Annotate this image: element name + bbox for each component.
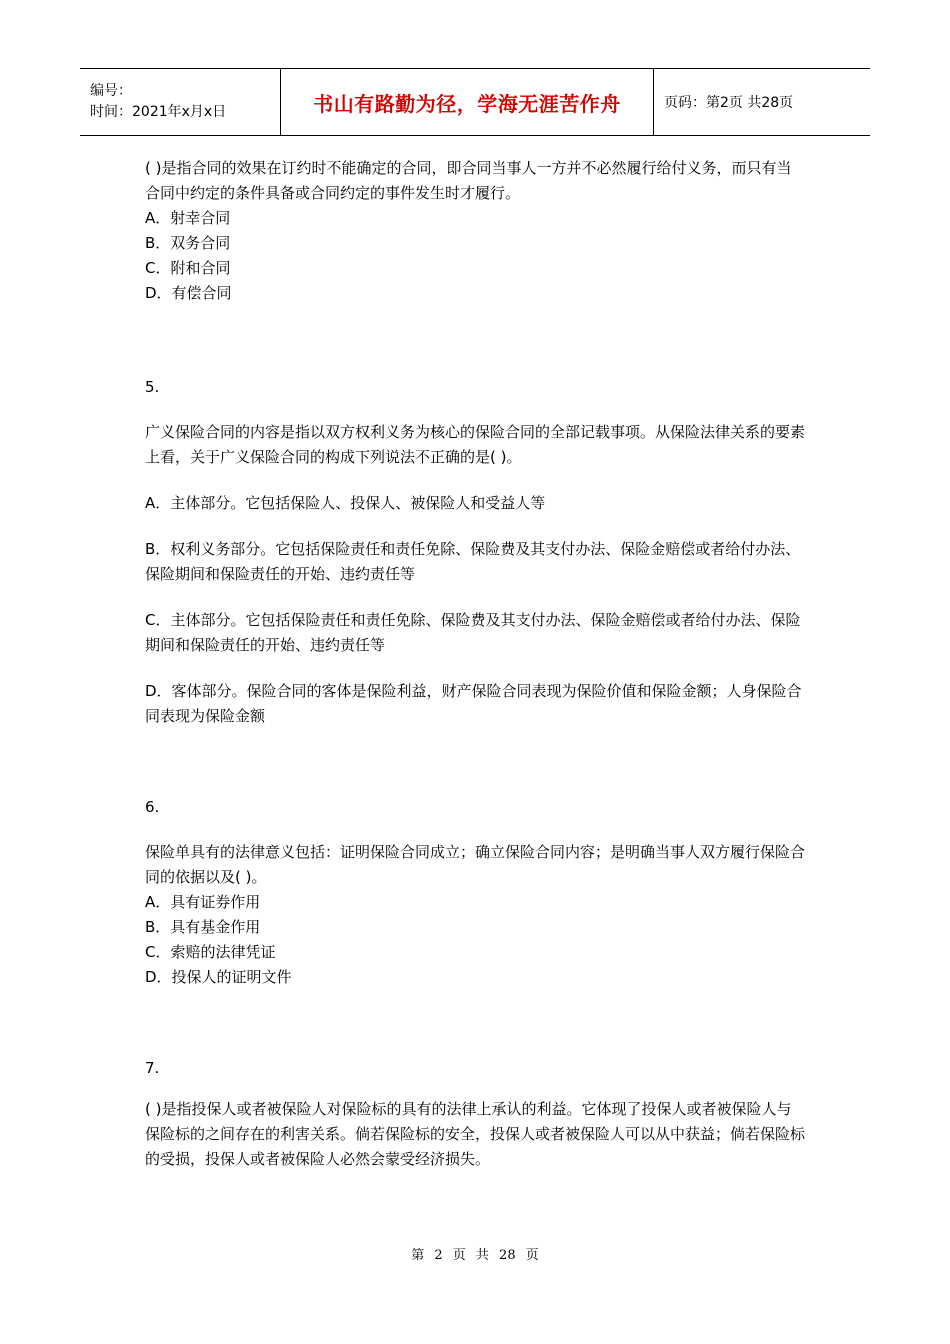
question-stem: ( )是指投保人或者被保险人对保险标的具有的法律上承认的利益。它体现了投保人或者被保险人与保险标的之间存在的利害关系。倘若保险标的安全，投保人或者被保险人可以从中获益；倘若保险标的受损，投保人或者被保险人必然会蒙受经济损失。 bbox=[145, 1100, 806, 1168]
page-footer bbox=[0, 1244, 950, 1263]
time-label: 时间：2021年x月x日 bbox=[90, 104, 227, 120]
question-stem: 广义保险合同的内容是指以双方权利义务为核心的保险合同的全部记载事项。从保险法律关系的要素上看，关于广义保险合同的构成下列说法不正确的是( )。 bbox=[145, 423, 806, 466]
motto-text: 书山有路勤为径，学海无涯苦作舟 bbox=[313, 91, 621, 116]
question-stem: ( )是指合同的效果在订约时不能确定的合同，即合同当事人一方并不必然履行给付义务，而只有当合同中约定的条件具备或合同约定的事件发生时才履行。 bbox=[145, 159, 792, 202]
question-4 bbox=[145, 156, 805, 306]
question-number: 5. bbox=[145, 378, 160, 396]
option-a: A．射幸合同 bbox=[145, 209, 231, 227]
page-info-text: 页码：第2页 共28页 bbox=[664, 95, 794, 111]
option-c: C．主体部分。它包括保险责任和责任免除、保险费及其支付办法、保险金赔偿或者给付办法、保险期间和保险责任的开始、违约责任等 bbox=[145, 611, 801, 654]
option-d: D．有偿合同 bbox=[145, 284, 232, 302]
question-stem: 保险单具有的法律意义包括：证明保险合同成立；确立保险合同内容；是明确当事人双方履行保险合同的依据以及( )。 bbox=[145, 843, 806, 886]
header-motto bbox=[281, 69, 654, 135]
option-b: B．权利义务部分。它包括保险责任和责任免除、保险费及其支付办法、保险金赔偿或者给付办法、保险期间和保险责任的开始、违约责任等 bbox=[145, 540, 801, 583]
header-page-info bbox=[654, 69, 870, 135]
question-5 bbox=[145, 375, 805, 729]
footer-page-number: 第 2 页 共 28 页 bbox=[411, 1248, 539, 1263]
question-number: 7. bbox=[145, 1059, 160, 1077]
question-6 bbox=[145, 795, 805, 990]
option-c: C．索赔的法律凭证 bbox=[145, 943, 276, 961]
document-body bbox=[145, 156, 805, 1172]
option-a: A．主体部分。它包括保险人、投保人、被保险人和受益人等 bbox=[145, 494, 546, 512]
option-d: D．投保人的证明文件 bbox=[145, 968, 292, 986]
code-label: 编号： bbox=[90, 83, 132, 99]
question-number: 6. bbox=[145, 798, 160, 816]
option-c: C．附和合同 bbox=[145, 259, 231, 277]
header-meta bbox=[80, 69, 281, 135]
page-header bbox=[80, 68, 870, 136]
option-b: B．双务合同 bbox=[145, 234, 231, 252]
option-a: A．具有证券作用 bbox=[145, 893, 261, 911]
question-7 bbox=[145, 1056, 805, 1172]
option-b: B．具有基金作用 bbox=[145, 918, 261, 936]
option-d: D．客体部分。保险合同的客体是保险利益，财产保险合同表现为保险价值和保险金额；人身保险合同表现为保险金额 bbox=[145, 682, 802, 725]
